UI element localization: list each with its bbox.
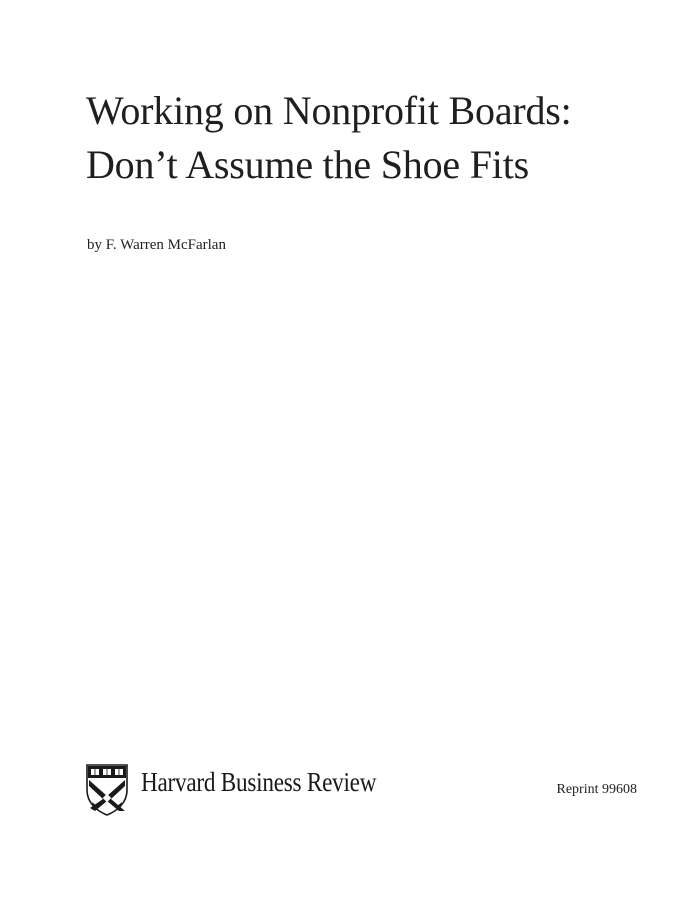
brand-name: Harvard Business Review: [141, 767, 377, 797]
reprint-number: Reprint 99608: [556, 782, 637, 797]
title-line-1: Working on Nonprofit Boards:: [86, 88, 572, 133]
hbs-shield-icon: [86, 764, 128, 816]
author-byline: by F. Warren McFarlan: [87, 237, 226, 253]
document-title: [86, 84, 646, 192]
footer: [86, 764, 646, 818]
title-line-2: Don’t Assume the Shoe Fits: [86, 142, 529, 187]
